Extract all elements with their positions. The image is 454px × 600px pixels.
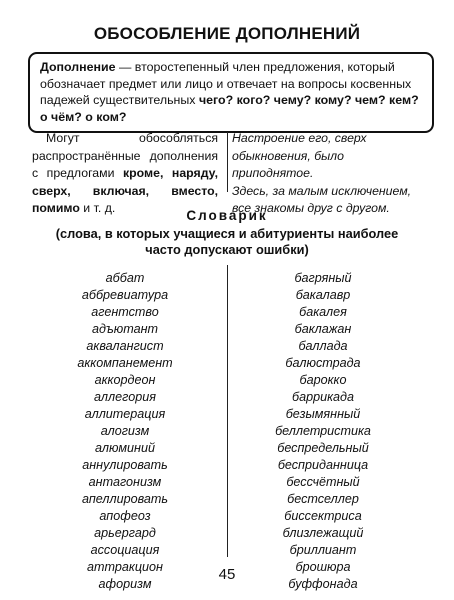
word-item: балюстрада bbox=[285, 356, 361, 370]
example-1: Настроение его, сверх обыкновения, было приподнятое. bbox=[232, 131, 367, 180]
word-item: аттракцион bbox=[87, 560, 163, 574]
rule-part2: и т. д. bbox=[79, 201, 116, 215]
definition-text: — второстепенный член предложения, который обозначает предмет или лицо и отвечает на вопросы косвенных падежей существительных bbox=[40, 60, 412, 108]
word-item: биссектриса bbox=[284, 509, 362, 523]
word-item: буффонада bbox=[288, 577, 358, 591]
word-item: баклажан bbox=[294, 322, 352, 336]
word-item: алогизм bbox=[100, 424, 150, 438]
word-item: апофеоз bbox=[99, 509, 151, 523]
word-item: бестселлер bbox=[287, 492, 359, 506]
word-item: багряный bbox=[294, 271, 352, 285]
definition-box bbox=[28, 52, 434, 133]
word-item: аннулировать bbox=[82, 458, 168, 472]
word-item: аллитерация bbox=[84, 407, 166, 421]
rule-prepositions: кроме, наряду, сверх, включая, вместо, помимо bbox=[32, 166, 218, 215]
word-item: адъютант bbox=[91, 322, 159, 336]
word-item: бакалавр bbox=[295, 288, 351, 302]
word-item: безымянный bbox=[285, 407, 361, 421]
word-item: аккомпанемент bbox=[77, 356, 173, 370]
word-item: аббат bbox=[105, 271, 145, 285]
word-item: афоризм bbox=[98, 577, 152, 591]
word-item: бриллиант bbox=[289, 543, 357, 557]
word-item: бессчётный bbox=[286, 475, 360, 489]
word-item: близлежащий bbox=[282, 526, 364, 540]
word-item: брошюра bbox=[295, 560, 351, 574]
wordlist-divider bbox=[227, 265, 228, 557]
word-item: аббревиатура bbox=[81, 288, 169, 302]
word-item: баррикада bbox=[291, 390, 354, 404]
word-list-right bbox=[248, 270, 398, 593]
example-2: Здесь, за малым исключением, все знакомы друг с другом. bbox=[232, 183, 412, 215]
word-item: барокко bbox=[299, 373, 347, 387]
word-item: беллетристика bbox=[275, 424, 371, 438]
word-item: апеллировать bbox=[81, 492, 168, 506]
word-list-left bbox=[50, 270, 200, 593]
word-item: бесприданница bbox=[277, 458, 369, 472]
word-item: антагонизм bbox=[88, 475, 162, 489]
rule-part1: Могут обособляться распространённые дополнения с предлогами bbox=[32, 131, 218, 180]
definition-term: Дополнение bbox=[40, 60, 116, 74]
word-item: арьергард bbox=[94, 526, 156, 540]
examples bbox=[232, 130, 428, 218]
word-item: баллада bbox=[298, 339, 348, 353]
page-title: ОБОСОБЛЕНИЕ ДОПОЛНЕНИЙ bbox=[93, 24, 361, 43]
dictionary-subtitle: (слова, в которых учащиеся и абитуриенты наиболее часто допускают ошибки) bbox=[55, 226, 399, 257]
rule-text bbox=[32, 130, 218, 218]
word-item: агентство bbox=[91, 305, 159, 319]
word-item: аккордеон bbox=[94, 373, 156, 387]
word-item: ассоциация bbox=[90, 543, 160, 557]
word-item: аллегория bbox=[94, 390, 156, 404]
word-item: бакалея bbox=[299, 305, 347, 319]
definition-questions: чего? кого? чему? кому? чем? кем? о чём? о ком? bbox=[40, 93, 419, 124]
column-divider bbox=[227, 132, 228, 192]
word-item: алюминий bbox=[94, 441, 155, 455]
word-item: беспредельный bbox=[277, 441, 369, 455]
page-number: 45 bbox=[218, 566, 236, 583]
word-item: аквалангист bbox=[86, 339, 164, 353]
dictionary-title: Словарик bbox=[186, 208, 268, 223]
